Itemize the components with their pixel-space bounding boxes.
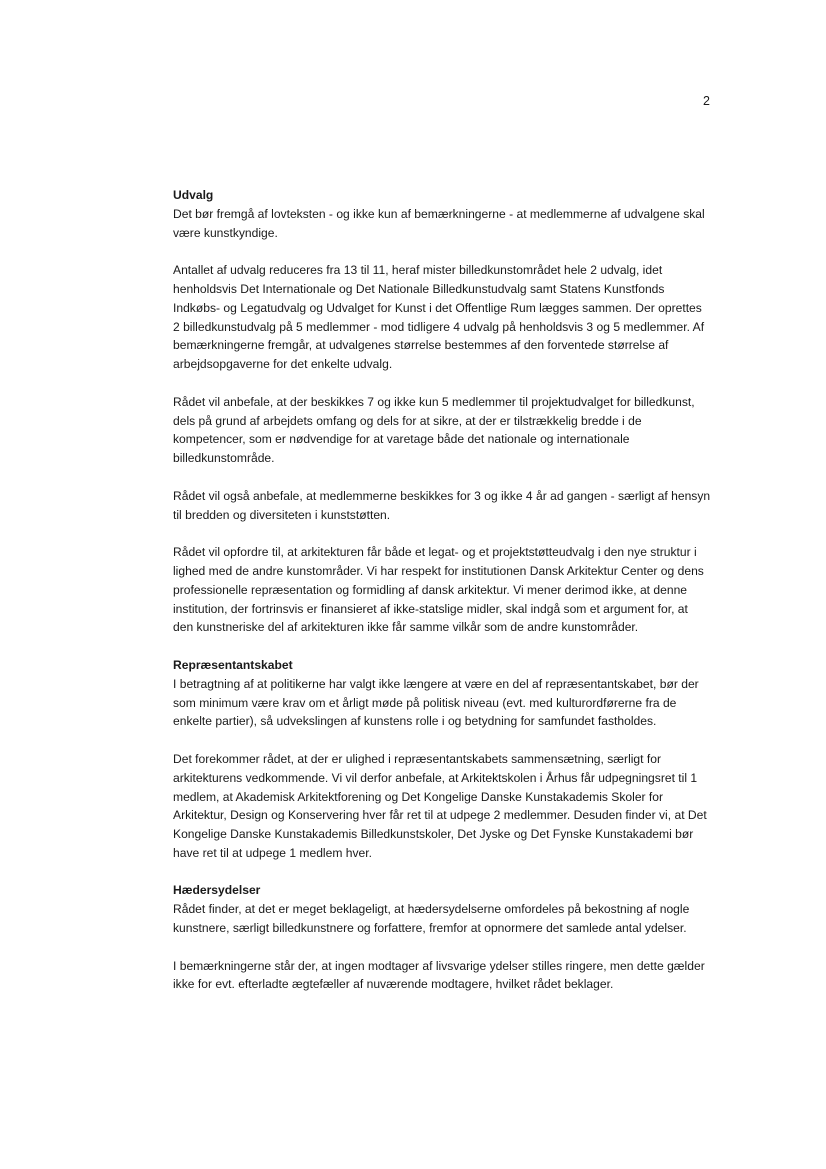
paragraph: Det forekommer rådet, at der er ulighed i repræsentantskabets sammensætning, særligt for arkitekturens vedkommende. Vi vil derfor anbefale, at Arkitektskolen i Århus får udpegningsret til 1 medlem, at Akademisk Arkitektforening og Det Kongelige Danske Kunstakademis Skoler for Arkitektur, Design og Konservering hver får ret til at udpege 2 medlemmer. Desuden finder vi, at Det Kongelige Danske Kunstakademis Billedkunstskoler, Det Jyske og Det Fynske Kunstakademi bør have ret til at udpege 1 medlem hver. (173, 751, 707, 860)
section-heading: Udvalg (173, 188, 214, 202)
paragraph: Det bør fremgå af lovteksten - og ikke kun af bemærkningerne - at medlemmerne af udvalgene skal være kunstkyndige. (173, 206, 705, 240)
paragraph: Rådet vil også anbefale, at medlemmerne beskikkes for 3 og ikke 4 år ad gangen - særligt af hensyn til bredden og diversiteten i kunststøtten. (173, 488, 711, 522)
section-udvalg (173, 186, 711, 637)
section-repraesentantskabet (173, 656, 711, 863)
section-heading: Repræsentantskabet (173, 657, 293, 672)
section-heading: Hædersydelser (173, 883, 261, 898)
paragraph: Rådet finder, at det er meget beklageligt, at hædersydelserne omfordeles på bekostning af nogle kunstnere, særligt billedkunstnere og forfattere, fremfor at opnormere det samlede antal ydelser. (173, 902, 690, 936)
page-number: 2 (703, 94, 710, 108)
section-haedersydelser (173, 881, 711, 994)
paragraph: Antallet af udvalg reduceres fra 13 til 11, heraf mister billedkunstområdet hele 2 udvalg, idet henholdsvis Det Internationale og Det Nationale Billedkunstudvalg samt Statens Kunstfonds Indkøbs- og Legatudvalg og Udvalget for Kunst i det Offentlige Rum lægges sammen. Der oprettes 2 billedkunstudvalg på 5 medlemmer - mod tidligere 4 udvalg på henholdsvis 3 og 5 medlemmer. Af bemærkningerne fremgår, at udvalgenes størrelse bestemmes af den forventede størrelse af arbejdsopgaverne for det enkelte udvalg. (173, 263, 705, 372)
paragraph: I bemærkningerne står der, at ingen modtager af livsvarige ydelser stilles ringere, men dette gælder ikke for evt. efterladte ægtefæller af nuværende modtagere, hvilket rådet beklager. (173, 958, 705, 992)
paragraph: Rådet vil anbefale, at der beskikkes 7 og ikke kun 5 medlemmer til projektudvalget for billedkunst, dels på grund af arbejdets omfang og dels for at sikre, at der er tilstrækkelig bredde i de kompetencer, som er nødvendige for at varetage både det nationale og internationale billedkunstområde. (173, 394, 695, 466)
document-body (173, 186, 711, 1013)
paragraph: I betragtning af at politikerne har valgt ikke længere at være en del af repræsentantskabet, bør der som minimum være krav om et årligt møde på politisk niveau (evt. med kulturordførerne fra de enkelte partier), så udvekslingen af kunstens rolle i og betydning for samfundet fastholdes. (173, 676, 699, 729)
paragraph: Rådet vil opfordre til, at arkitekturen får både et legat- og et projektstøtteudvalg i den nye struktur i lighed med de andre kunstområder. Vi har respekt for institutionen Dansk Arkitektur Center og dens professionelle repræsentation og formidling af dansk arkitektur. Vi mener derimod ikke, at denne institution, der fortrinsvis er finansieret af ikke-statslige midler, skal indgå som et argument for, at den kunstneriske del af arkitekturen ikke får samme vilkår som de andre kunstområder. (173, 545, 704, 635)
